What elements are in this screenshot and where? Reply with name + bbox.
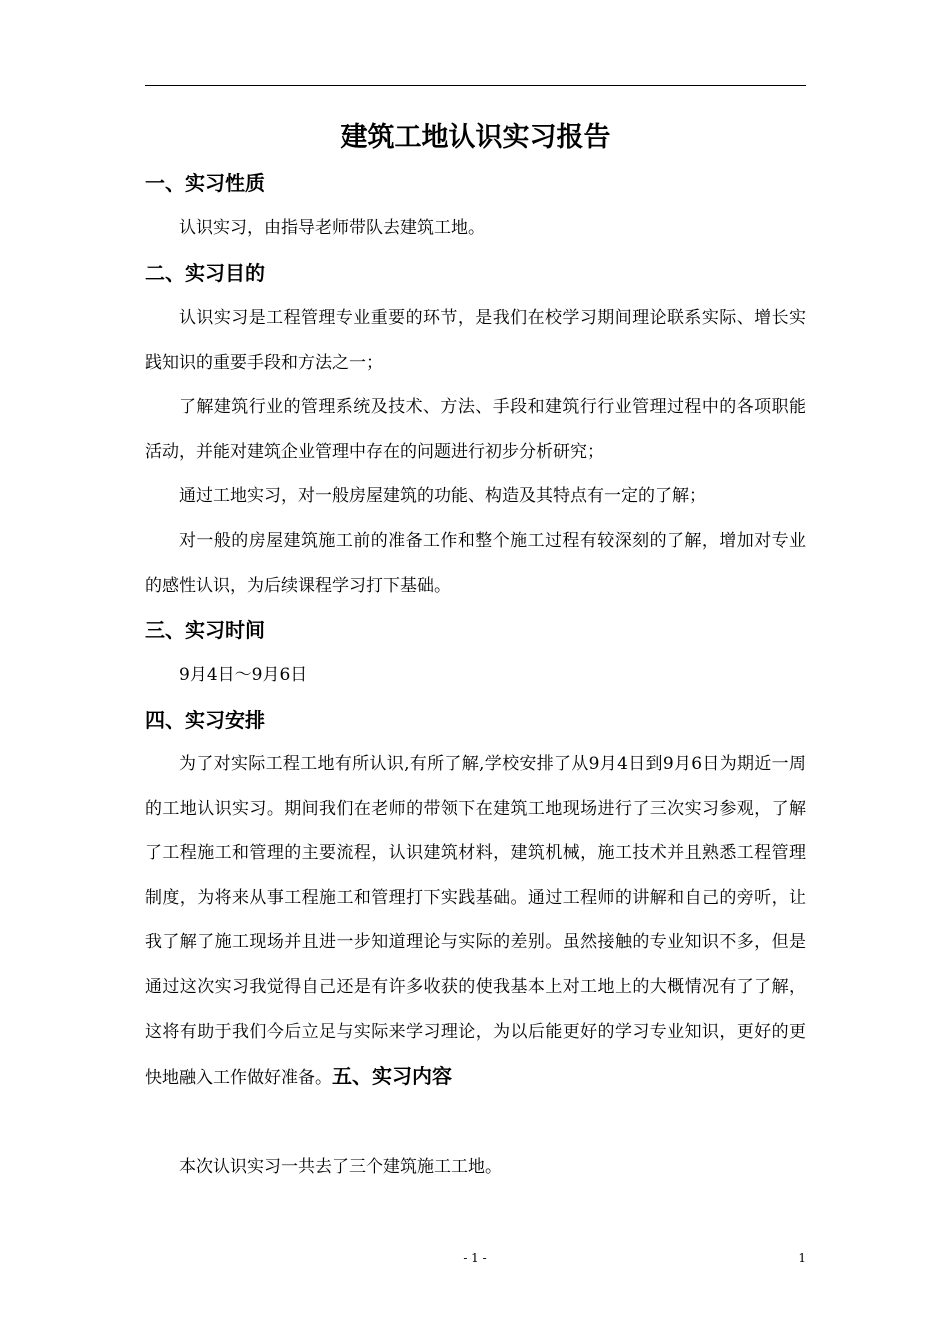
- paragraph-purpose-2: 了解建筑行业的管理系统及技术、方法、手段和建筑行行业管理过程中的各项职能活动，并能对建筑企业管理中存在的问题进行初步分析研究；: [145, 397, 806, 462]
- paragraph-arrangement-text: 为了对实际工程工地有所认识,有所了解,学校安排了从9月4日到9月6日为期近一周的工地认识实习。期间我们在老师的带领下在建筑工地现场进行了三次实习参观，了解了工程施工和管理的主要流程，认识建筑材料，建筑机械，施工技术并且熟悉工程管理制度，为将来从事工程施工和管理打下实践基础。通过工程师的讲解和自己的旁听，让我了解了施工现场并且进一步知道理论与实际的差别。虽然接触的专业知识不多，但是通过这次实习我觉得自己还是有许多收获的使我基本上对工地上的大概情况有了了解，这将有助于我们今后立足与实际来学习理论，为以后能更好的学习专业知识，更好的更快地融入工作做好准备。: [145, 754, 806, 1089]
- paragraph-purpose-1: 认识实习是工程管理专业重要的环节，是我们在校学习期间理论联系实际、增长实践知识的重要手段和方法之一；: [145, 308, 806, 373]
- footer-page-label: - 1 -: [463, 1251, 487, 1265]
- footer-page-number: 1: [798, 1251, 806, 1265]
- paragraph-purpose-4: 对一般的房屋建筑施工前的准备工作和整个施工过程有较深刻的了解，增加对专业的感性认识，为后续课程学习打下基础。: [145, 531, 806, 596]
- paragraph-arrangement: [145, 742, 806, 1101]
- section-heading-content: 五、实习内容: [332, 1064, 452, 1089]
- paragraph-nature: 认识实习，由指导老师带队去建筑工地。: [179, 218, 485, 238]
- section-heading-arrangement: 四、实习安排: [145, 708, 265, 732]
- section-heading-purpose: 二、实习目的: [145, 261, 265, 285]
- section-heading-nature: 一、实习性质: [145, 171, 265, 195]
- header-rule: [145, 85, 806, 86]
- document-title: 建筑工地认识实习报告: [340, 122, 611, 153]
- paragraph-time: 9月4日～9月6日: [179, 665, 308, 685]
- paragraph-purpose-3: 通过工地实习，对一般房屋建筑的功能、构造及其特点有一定的了解；: [179, 486, 706, 506]
- section-heading-time: 三、实习时间: [145, 618, 265, 642]
- paragraph-content: 本次认识实习一共去了三个建筑施工工地。: [179, 1157, 502, 1177]
